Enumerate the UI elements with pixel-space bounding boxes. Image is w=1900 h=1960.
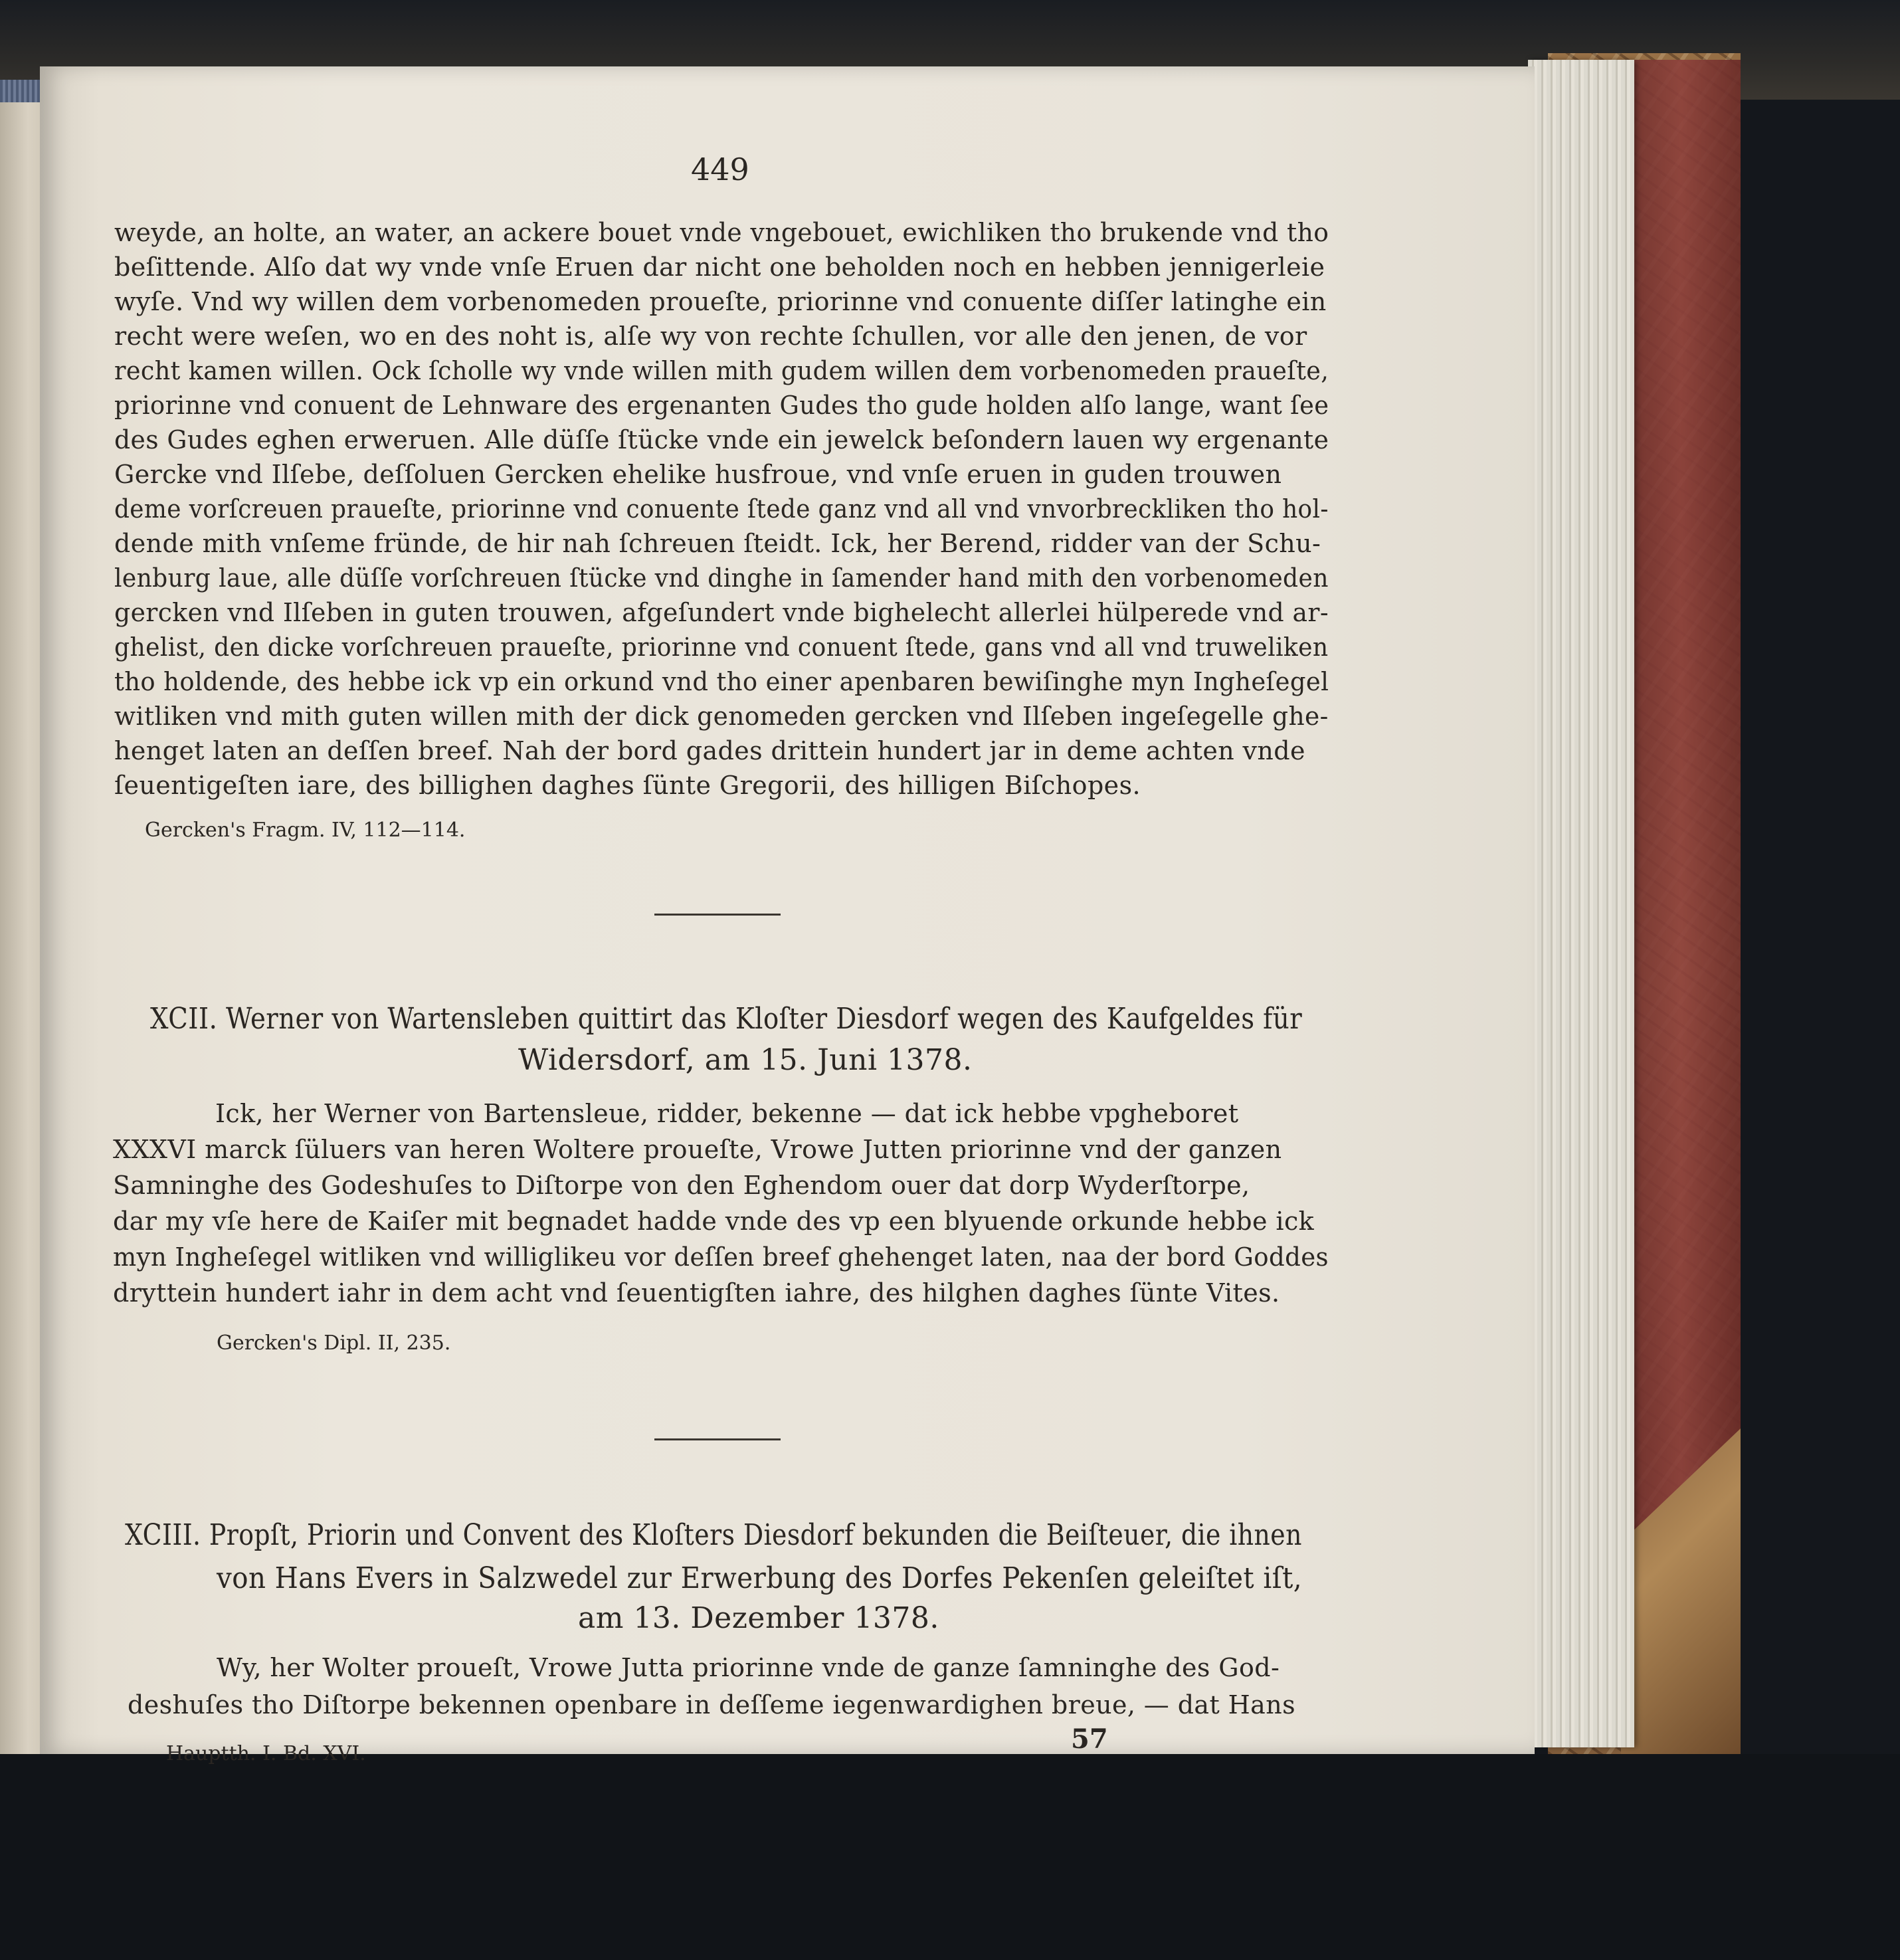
footer-volume: Hauptth. I. Bd. XVI. [166,1742,366,1765]
text-line: ſeuentigeſten iare, des billighen daghes ſünte Gregorii, des hilligen Biſchopes. [114,771,1141,800]
section-heading: Widersdorf, am 15. Juni 1378. [518,1043,973,1077]
section-heading: XCIII. Propſt, Priorin und Convent des Kloſters Diesdorf bekunden die Beiſteuer, die ihnen [125,1518,1302,1552]
text-line: dende mith vnſeme fründe, de hir nah ſchreuen ſteidt. Ick, her Berend, ridder van der Schu- [114,529,1321,558]
text-line: Wy, her Wolter proueſt, Vrowe Jutta priorinne vnde de ganze ſamninghe des God- [217,1653,1280,1682]
text-line: gercken vnd Ilſeben in guten trouwen, afgeſundert vnde bighelecht allerlei hülperede vnd ar- [114,598,1329,627]
text-line: deshuſes tho Diſtorpe bekennen openbare in deſſeme iegenwardighen breue, — dat Hans [128,1690,1295,1719]
section-divider [654,914,781,916]
text-line: recht kamen willen. Ock ſcholle wy vnde willen mith gudem willen dem vorbenomeden praueſte, [114,356,1329,385]
text-line: XXXVI marck ſüluers van heren Woltere proueſte, Vrowe Jutten priorinne vnd der ganzen [113,1135,1282,1164]
section-heading: von Hans Evers in Salzwedel zur Erwerbung des Dorfes Pekenſen geleiſtet iſt, [217,1561,1303,1595]
page-number: 449 [691,151,749,187]
text-line: priorinne vnd conuent de Lehnware des ergenanten Gudes tho gude holden alſo lange, want ſee [114,391,1329,420]
text-line: recht were weſen, wo en des noht is, alſe wy von rechte ſchullen, vor alle den jenen, de vor [114,322,1307,351]
citation: Gercken's Dipl. II, 235. [217,1331,451,1355]
text-line: Samninghe des Godeshuſes to Diſtorpe von den Eghendom ouer dat dorp Wyderſtorpe, [113,1171,1250,1200]
page-edges [1528,60,1634,1747]
text-line: des Gudes eghen erweruen. Alle düſſe ſtücke vnde ein jewelck beſondern lauen wy ergenante [114,425,1329,454]
citation: Gercken's Fragm. IV, 112—114. [145,819,466,842]
text-line: lenburg laue, alle düſſe vorſchreuen ſtücke vnd dinghe in ſamender hand mith den vorbenomeden [114,563,1329,593]
section-heading: am 13. Dezember 1378. [578,1601,939,1635]
text-line: ghelist, den dicke vorſchreuen praueſte, priorinne vnd conuent ſtede, gans vnd all vnd truweliken [114,633,1329,662]
section-divider [654,1438,781,1440]
page [40,66,1535,1754]
text-line: beſittende. Alſo dat wy vnde vnſe Eruen dar nicht one beholden noch en hebben jennigerleie [114,252,1325,282]
text-line: myn Ingheſegel witliken vnd williglikeu vor deſſen breef ghehenget laten, naa der bord Goddes [113,1242,1329,1272]
text-line: dryttein hundert iahr in dem acht vnd ſeuentigſten iahre, des hilghen daghes ſünte Vites. [113,1278,1280,1308]
text-line: henget laten an deſſen breef. Nah der bord gades drittein hundert jar in deme achten vnde [114,736,1305,765]
text-line: Ick, her Werner von Bartensleue, ridder, bekenne — dat ick hebbe vpgheboret [215,1099,1239,1128]
section-heading: XCII. Werner von Wartensleben quittirt das Kloſter Diesdorf wegen des Kaufgeldes für [150,1002,1303,1036]
text-line: deme vorſcreuen praueſte, priorinne vnd conuente ſtede ganz vnd all vnd vnvorbreckliken tho hol- [114,494,1329,524]
text-line: wyſe. Vnd wy willen dem vorbenomeden proueſte, priorinne vnd conuente diſſer latinghe ein [114,287,1327,316]
text-line: witliken vnd mith guten willen mith der dick genomeden gercken vnd Ilſeben ingeſegelle ghe- [114,702,1329,731]
text-line: tho holdende, des hebbe ick vp ein orkund vnd tho einer apenbaren bewiſinghe myn Ingheſegel [114,667,1329,696]
background-bottom [0,1754,1900,1960]
text-line: Gercke vnd Ilſebe, deſſoluen Gercken ehelike husfroue, vnd vnſe eruen in guden trouwen [114,460,1282,489]
text-line: dar my vſe here de Kaiſer mit begnadet hadde vnde des vp een blyuende orkunde hebbe ick [113,1207,1315,1236]
text-line: weyde, an holte, an water, an ackere bouet vnde vngebouet, ewichliken tho brukende vnd tho [114,218,1329,247]
signature-mark: 57 [1071,1723,1108,1755]
